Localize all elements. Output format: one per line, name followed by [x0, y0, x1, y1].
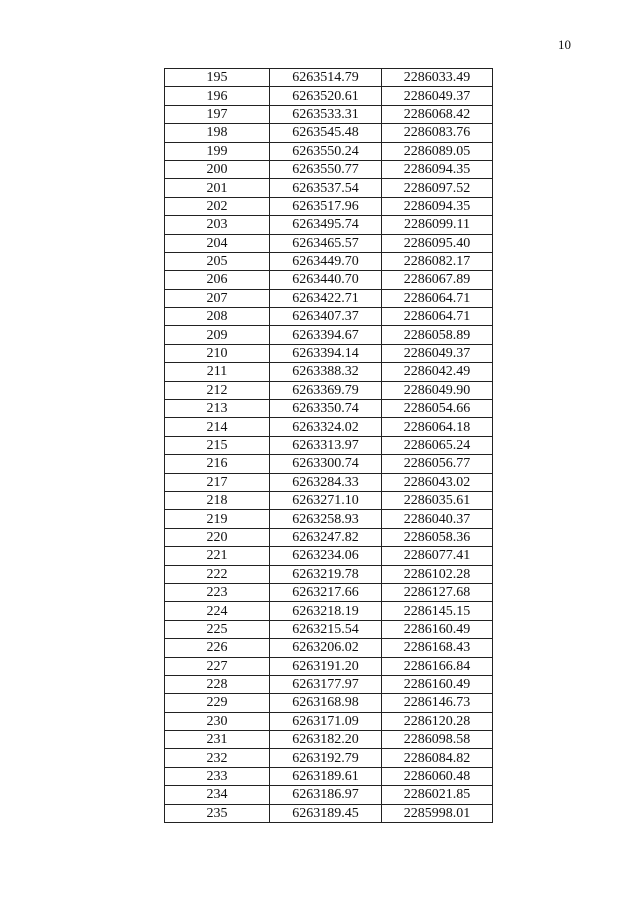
table-row	[165, 749, 493, 767]
x-coordinate-cell: 6263520.61	[270, 87, 382, 105]
y-coordinate-cell: 2286160.49	[382, 675, 493, 693]
x-coordinate-cell: 6263407.37	[270, 308, 382, 326]
point-number-cell: 209	[165, 326, 270, 344]
y-coordinate-cell: 2286094.35	[382, 160, 493, 178]
y-coordinate-cell: 2286084.82	[382, 749, 493, 767]
y-coordinate-cell: 2286043.02	[382, 473, 493, 491]
point-number-cell: 235	[165, 804, 270, 822]
y-coordinate-cell: 2286166.84	[382, 657, 493, 675]
y-coordinate-cell: 2286097.52	[382, 179, 493, 197]
y-coordinate-cell: 2286160.49	[382, 620, 493, 638]
y-coordinate-cell: 2286120.28	[382, 712, 493, 730]
x-coordinate-cell: 6263422.71	[270, 289, 382, 307]
table-row	[165, 344, 493, 362]
table-row	[165, 528, 493, 546]
y-coordinate-cell: 2286054.66	[382, 400, 493, 418]
table-row	[165, 124, 493, 142]
x-coordinate-cell: 6263514.79	[270, 69, 382, 87]
table-row	[165, 326, 493, 344]
x-coordinate-cell: 6263350.74	[270, 400, 382, 418]
x-coordinate-cell: 6263517.96	[270, 197, 382, 215]
point-number-cell: 206	[165, 271, 270, 289]
x-coordinate-cell: 6263388.32	[270, 363, 382, 381]
x-coordinate-cell: 6263219.78	[270, 565, 382, 583]
point-number-cell: 234	[165, 786, 270, 804]
page-number: 10	[558, 37, 571, 52]
table-row	[165, 620, 493, 638]
point-number-cell: 207	[165, 289, 270, 307]
x-coordinate-cell: 6263324.02	[270, 418, 382, 436]
x-coordinate-cell: 6263215.54	[270, 620, 382, 638]
table-row	[165, 786, 493, 804]
table-row	[165, 160, 493, 178]
point-number-cell: 217	[165, 473, 270, 491]
y-coordinate-cell: 2286058.36	[382, 528, 493, 546]
table-row	[165, 491, 493, 509]
x-coordinate-cell: 6263550.24	[270, 142, 382, 160]
table-row	[165, 289, 493, 307]
y-coordinate-cell: 2286068.42	[382, 105, 493, 123]
y-coordinate-cell: 2286058.89	[382, 326, 493, 344]
point-number-cell: 199	[165, 142, 270, 160]
table-row	[165, 418, 493, 436]
y-coordinate-cell: 2286042.49	[382, 363, 493, 381]
x-coordinate-cell: 6263177.97	[270, 675, 382, 693]
x-coordinate-cell: 6263206.02	[270, 639, 382, 657]
point-number-cell: 226	[165, 639, 270, 657]
y-coordinate-cell: 2286083.76	[382, 124, 493, 142]
x-coordinate-cell: 6263182.20	[270, 731, 382, 749]
point-number-cell: 232	[165, 749, 270, 767]
x-coordinate-cell: 6263394.14	[270, 344, 382, 362]
x-coordinate-cell: 6263284.33	[270, 473, 382, 491]
table-row	[165, 510, 493, 528]
table-row	[165, 436, 493, 454]
y-coordinate-cell: 2286049.90	[382, 381, 493, 399]
x-coordinate-cell: 6263300.74	[270, 455, 382, 473]
y-coordinate-cell: 2285998.01	[382, 804, 493, 822]
table-row	[165, 565, 493, 583]
x-coordinate-cell: 6263217.66	[270, 583, 382, 601]
coordinates-table	[164, 68, 493, 823]
x-coordinate-cell: 6263394.67	[270, 326, 382, 344]
x-coordinate-cell: 6263168.98	[270, 694, 382, 712]
table-row	[165, 69, 493, 87]
x-coordinate-cell: 6263271.10	[270, 491, 382, 509]
table-row	[165, 216, 493, 234]
point-number-cell: 215	[165, 436, 270, 454]
y-coordinate-cell: 2286049.37	[382, 87, 493, 105]
table-row	[165, 657, 493, 675]
y-coordinate-cell: 2286082.17	[382, 252, 493, 270]
point-number-cell: 219	[165, 510, 270, 528]
y-coordinate-cell: 2286021.85	[382, 786, 493, 804]
point-number-cell: 197	[165, 105, 270, 123]
y-coordinate-cell: 2286099.11	[382, 216, 493, 234]
table-row	[165, 105, 493, 123]
point-number-cell: 204	[165, 234, 270, 252]
table-row	[165, 455, 493, 473]
point-number-cell: 211	[165, 363, 270, 381]
table-row	[165, 583, 493, 601]
point-number-cell: 212	[165, 381, 270, 399]
point-number-cell: 201	[165, 179, 270, 197]
x-coordinate-cell: 6263495.74	[270, 216, 382, 234]
x-coordinate-cell: 6263247.82	[270, 528, 382, 546]
table-row	[165, 400, 493, 418]
table-row	[165, 694, 493, 712]
point-number-cell: 218	[165, 491, 270, 509]
x-coordinate-cell: 6263234.06	[270, 547, 382, 565]
x-coordinate-cell: 6263465.57	[270, 234, 382, 252]
table-row	[165, 234, 493, 252]
y-coordinate-cell: 2286064.71	[382, 289, 493, 307]
y-coordinate-cell: 2286089.05	[382, 142, 493, 160]
y-coordinate-cell: 2286098.58	[382, 731, 493, 749]
table-row	[165, 731, 493, 749]
y-coordinate-cell: 2286095.40	[382, 234, 493, 252]
table-row	[165, 308, 493, 326]
point-number-cell: 221	[165, 547, 270, 565]
table-row	[165, 602, 493, 620]
table-row	[165, 87, 493, 105]
point-number-cell: 196	[165, 87, 270, 105]
table-row	[165, 804, 493, 822]
y-coordinate-cell: 2286067.89	[382, 271, 493, 289]
table-row	[165, 712, 493, 730]
point-number-cell: 210	[165, 344, 270, 362]
y-coordinate-cell: 2286064.18	[382, 418, 493, 436]
table-row	[165, 252, 493, 270]
y-coordinate-cell: 2286127.68	[382, 583, 493, 601]
point-number-cell: 203	[165, 216, 270, 234]
point-number-cell: 223	[165, 583, 270, 601]
x-coordinate-cell: 6263550.77	[270, 160, 382, 178]
y-coordinate-cell: 2286049.37	[382, 344, 493, 362]
table-row	[165, 675, 493, 693]
table-row	[165, 547, 493, 565]
x-coordinate-cell: 6263545.48	[270, 124, 382, 142]
point-number-cell: 214	[165, 418, 270, 436]
point-number-cell: 233	[165, 767, 270, 785]
x-coordinate-cell: 6263369.79	[270, 381, 382, 399]
coordinates-table-body	[165, 69, 493, 823]
table-row	[165, 473, 493, 491]
point-number-cell: 230	[165, 712, 270, 730]
x-coordinate-cell: 6263258.93	[270, 510, 382, 528]
point-number-cell: 225	[165, 620, 270, 638]
x-coordinate-cell: 6263533.31	[270, 105, 382, 123]
point-number-cell: 222	[165, 565, 270, 583]
point-number-cell: 208	[165, 308, 270, 326]
table-row	[165, 363, 493, 381]
y-coordinate-cell: 2286168.43	[382, 639, 493, 657]
x-coordinate-cell: 6263218.19	[270, 602, 382, 620]
y-coordinate-cell: 2286102.28	[382, 565, 493, 583]
x-coordinate-cell: 6263537.54	[270, 179, 382, 197]
table-row	[165, 197, 493, 215]
point-number-cell: 213	[165, 400, 270, 418]
point-number-cell: 202	[165, 197, 270, 215]
point-number-cell: 205	[165, 252, 270, 270]
point-number-cell: 195	[165, 69, 270, 87]
x-coordinate-cell: 6263449.70	[270, 252, 382, 270]
table-row	[165, 767, 493, 785]
y-coordinate-cell: 2286146.73	[382, 694, 493, 712]
y-coordinate-cell: 2286035.61	[382, 491, 493, 509]
point-number-cell: 224	[165, 602, 270, 620]
x-coordinate-cell: 6263171.09	[270, 712, 382, 730]
point-number-cell: 227	[165, 657, 270, 675]
y-coordinate-cell: 2286077.41	[382, 547, 493, 565]
point-number-cell: 229	[165, 694, 270, 712]
x-coordinate-cell: 6263440.70	[270, 271, 382, 289]
point-number-cell: 216	[165, 455, 270, 473]
x-coordinate-cell: 6263186.97	[270, 786, 382, 804]
point-number-cell: 198	[165, 124, 270, 142]
y-coordinate-cell: 2286094.35	[382, 197, 493, 215]
x-coordinate-cell: 6263313.97	[270, 436, 382, 454]
point-number-cell: 200	[165, 160, 270, 178]
x-coordinate-cell: 6263189.45	[270, 804, 382, 822]
table-row	[165, 639, 493, 657]
y-coordinate-cell: 2286145.15	[382, 602, 493, 620]
y-coordinate-cell: 2286064.71	[382, 308, 493, 326]
point-number-cell: 231	[165, 731, 270, 749]
x-coordinate-cell: 6263192.79	[270, 749, 382, 767]
y-coordinate-cell: 2286056.77	[382, 455, 493, 473]
x-coordinate-cell: 6263189.61	[270, 767, 382, 785]
y-coordinate-cell: 2286033.49	[382, 69, 493, 87]
y-coordinate-cell: 2286065.24	[382, 436, 493, 454]
point-number-cell: 220	[165, 528, 270, 546]
point-number-cell: 228	[165, 675, 270, 693]
table-row	[165, 271, 493, 289]
y-coordinate-cell: 2286060.48	[382, 767, 493, 785]
y-coordinate-cell: 2286040.37	[382, 510, 493, 528]
table-row	[165, 381, 493, 399]
table-row	[165, 142, 493, 160]
x-coordinate-cell: 6263191.20	[270, 657, 382, 675]
table-row	[165, 179, 493, 197]
